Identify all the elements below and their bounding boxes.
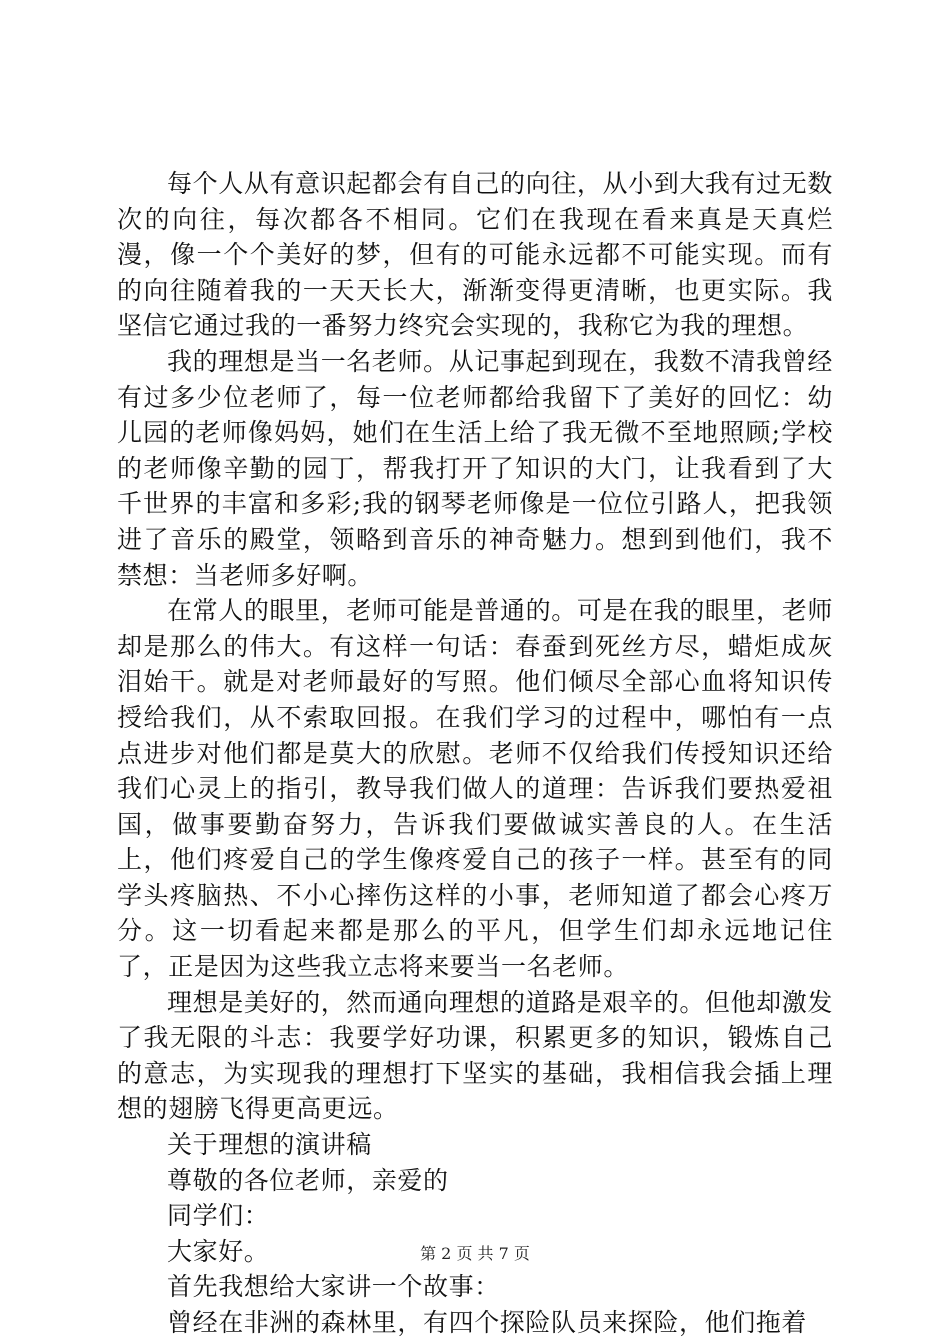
- page-footer: [0, 1244, 950, 1264]
- speech-greeting: 尊敬的各位老师，亲爱的: [167, 1165, 449, 1195]
- page-number: 第 2 页 共 7 页: [420, 1244, 530, 1263]
- paragraph-teacher-ideal: 我的理想是当一名老师。从记事起到现在，我数不清我曾经有过多少位老师了，每一位老师都给我留下了美好的回忆：幼儿园的老师像妈妈，她们在生活上给了我无微不至地照顾;学校的老师像辛勤的园丁，帮我打开了知识的大门，让我看到了大千世界的丰富和多彩;我的钢琴老师像是一位位引路人，把我领进了音乐的殿堂，领略到音乐的神奇魅力。想到到他们，我不禁想：当老师多好啊。: [117, 346, 833, 590]
- speech-story-start: 曾经在非洲的森林里，有四个探险队员来探险，他们拖着: [167, 1308, 808, 1337]
- speech-hello: 大家好。: [167, 1236, 270, 1266]
- speech-greeting-students: 同学们：: [167, 1201, 270, 1231]
- paragraph-aspirations: 每个人从有意识起都会有自己的向往，从小到大我有过无数次的向往，每次都各不相同。它们在我现在看来真是天真烂漫，像一个个美好的梦，但有的可能永远都不可能实现。而有的向往随着我的一天天长大，渐渐变得更清晰，也更实际。我坚信它通过我的一番努力终究会实现的，我称它为我的理想。: [117, 169, 833, 341]
- paragraph-ideal-path: 理想是美好的，然而通向理想的道路是艰辛的。但他却激发了我无限的斗志：我要学好功课，积累更多的知识，锻炼自己的意志，为实现我的理想打下坚实的基础，我相信我会插上理想的翅膀飞得更高更远。: [117, 987, 833, 1124]
- document-body: [117, 166, 833, 1341]
- speech-story-intro: 首先我想给大家讲一个故事：: [167, 1272, 500, 1302]
- paragraph-teacher-greatness: 在常人的眼里，老师可能是普通的。可是在我的眼里，老师却是那么的伟大。有这样一句话：春蚕到死丝方尽，蜡炬成灰泪始干。就是对老师最好的写照。他们倾尽全部心血将知识传授给我们，从不索取回报。在我们学习的过程中，哪怕有一点点进步对他们都是莫大的欣慰。老师不仅给我们传授知识还给我们心灵上的指引，教导我们做人的道理：告诉我们要热爱祖国，做事要勤奋努力，告诉我们要做诚实善良的人。在生活上，他们疼爱自己的学生像疼爱自己的孩子一样。甚至有的同学头疼脑热、不小心摔伤这样的小事，老师知道了都会心疼万分。这一切看起来都是那么的平凡，但学生们却永远地记住了，正是因为这些我立志将来要当一名老师。: [117, 596, 833, 982]
- speech-title: 关于理想的演讲稿: [167, 1130, 372, 1160]
